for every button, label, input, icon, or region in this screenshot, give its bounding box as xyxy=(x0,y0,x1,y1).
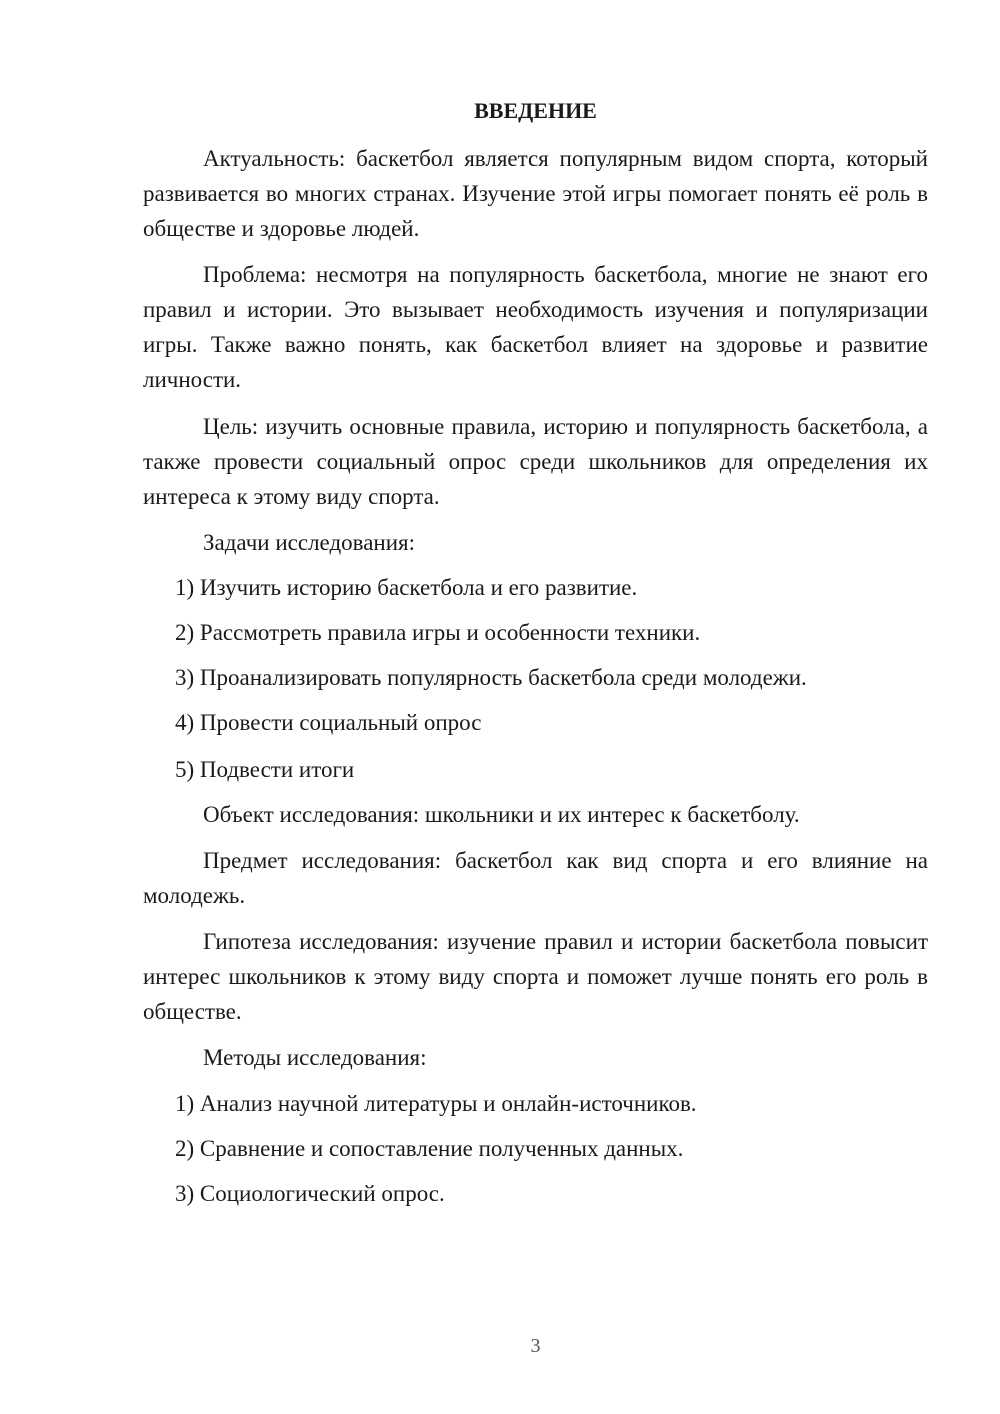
methods-title: Методы исследования: xyxy=(203,1045,427,1070)
method-item: 1) Анализ научной литературы и онлайн-источников. xyxy=(175,1091,697,1116)
task-item: 1) Изучить историю баскетбола и его развитие. xyxy=(175,575,638,600)
task-item: 4) Провести социальный опрос xyxy=(175,710,482,735)
tasks-title: Задачи исследования: xyxy=(203,530,416,555)
paragraph-hypothesis: Гипотеза исследования: изучение правил и истории баскетбола повысит интерес школьников к этому виду спорта и поможет лучше понять его роль в обществе. xyxy=(143,929,928,1024)
paragraph-goal: Цель: изучить основные правила, историю и популярность баскетбола, а также провести социальный опрос среди школьников для определения их интереса к этому виду спорта. xyxy=(143,414,928,509)
document-page xyxy=(143,0,928,1414)
paragraph-subject: Предмет исследования: баскетбол как вид спорта и его влияние на молодежь. xyxy=(143,848,928,908)
method-item: 2) Сравнение и сопоставление полученных данных. xyxy=(175,1136,684,1161)
page-heading: ВВЕДЕНИЕ xyxy=(474,98,597,123)
task-item: 2) Рассмотреть правила игры и особенности техники. xyxy=(175,620,701,645)
task-item: 5) Подвести итоги xyxy=(175,757,355,782)
paragraph-problem: Проблема: несмотря на популярность баскетбола, многие не знают его правил и истории. Это вызывает необходимость изучения и популяризации игры. Также важно понять, как баскетбол влияет на здоровье и развитие личности. xyxy=(143,262,928,392)
paragraph-object: Объект исследования: школьники и их интерес к баскетболу. xyxy=(203,802,800,827)
paragraph-relevance: Актуальность: баскетбол является популярным видом спорта, который развивается во многих странах. Изучение этой игры помогает понять её роль в обществе и здоровье людей. xyxy=(143,146,928,241)
task-item: 3) Проанализировать популярность баскетбола среди молодежи. xyxy=(175,665,807,690)
method-item: 3) Социологический опрос. xyxy=(175,1181,445,1206)
page-number: 3 xyxy=(530,1335,541,1357)
